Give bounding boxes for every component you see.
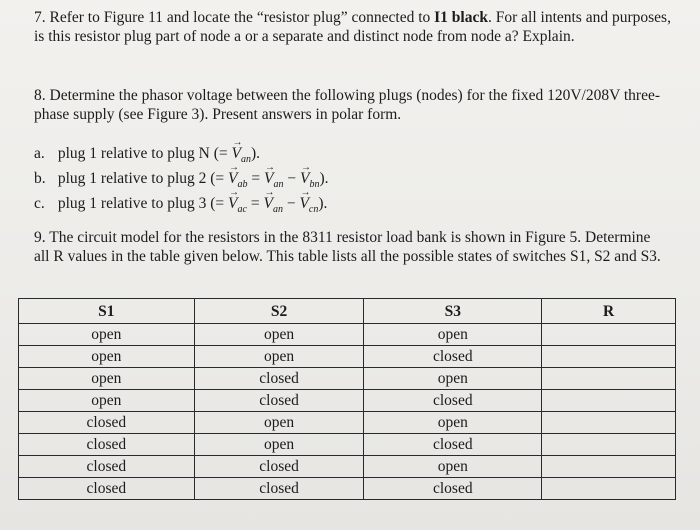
cell-s3: closed bbox=[364, 390, 542, 412]
table-row bbox=[19, 324, 676, 346]
cell-s2: closed bbox=[194, 456, 364, 478]
cell-s2: open bbox=[194, 412, 364, 434]
q8-item-a bbox=[34, 144, 329, 169]
q8-item-a-end: ). bbox=[250, 145, 261, 162]
cell-r[interactable] bbox=[542, 478, 676, 500]
cell-s3: open bbox=[364, 412, 542, 434]
cell-r[interactable] bbox=[542, 324, 676, 346]
header-s3: S3 bbox=[364, 299, 542, 324]
q8-item-a-label: a. bbox=[34, 145, 45, 162]
table-row bbox=[19, 478, 676, 500]
header-s2: S2 bbox=[194, 299, 364, 324]
cell-r[interactable] bbox=[542, 390, 676, 412]
q8-item-a-eq: → $V_{an}$ bbox=[232, 145, 251, 162]
cell-r[interactable] bbox=[542, 456, 676, 478]
question-8-items bbox=[34, 144, 329, 219]
q7-prefix: 7. Refer to Figure 11 and locate the “resistor plug” connected to bbox=[34, 9, 435, 26]
header-s1: S1 bbox=[19, 299, 195, 324]
cell-s1: closed bbox=[19, 456, 195, 478]
cell-r[interactable] bbox=[542, 412, 676, 434]
question-8: 8. Determine the phasor voltage between the following plugs (nodes) for the fixed 120V/208V three-phase supply (see Figure 3). Present answers in polar form. bbox=[34, 87, 661, 123]
cell-s1: open bbox=[19, 324, 195, 346]
table-header-row bbox=[19, 299, 676, 324]
cell-s3: open bbox=[364, 324, 542, 346]
table-row bbox=[19, 412, 676, 434]
cell-s2: closed bbox=[194, 390, 364, 412]
cell-s1: closed bbox=[19, 478, 195, 500]
q8-item-b-text: plug 1 relative to plug 2 (= bbox=[57, 170, 229, 188]
q8-item-a-text: plug 1 relative to plug N (= bbox=[57, 145, 232, 162]
cell-s2: closed bbox=[194, 478, 364, 500]
q8-item-b-label: b. bbox=[34, 170, 46, 188]
q8-item-c-eq: → $V_{ac}$ = → $V_{an}$ − → $V_{cn}$ bbox=[228, 195, 318, 212]
q7-suffix: . For all intents and purposes, is this resistor plug part of node a or a separate and distinct node from node a? Explain. bbox=[34, 9, 671, 45]
q8-item-c-label: c. bbox=[34, 195, 45, 213]
q8-item-c-end: ). bbox=[318, 195, 328, 213]
table-row bbox=[19, 456, 676, 478]
q8-item-c-text: plug 1 relative to plug 3 (= bbox=[57, 195, 229, 213]
cell-r[interactable] bbox=[542, 434, 676, 456]
cell-s2: open bbox=[194, 324, 364, 346]
q7-bold: I1 black bbox=[434, 9, 488, 26]
cell-r[interactable] bbox=[542, 368, 676, 390]
switch-states-table bbox=[18, 298, 676, 500]
cell-s1: open bbox=[19, 346, 195, 368]
q8-item-b bbox=[34, 169, 329, 194]
table-row bbox=[19, 390, 676, 412]
header-r: R bbox=[542, 299, 676, 324]
question-7 bbox=[34, 8, 674, 46]
q8-item-b-end: ). bbox=[319, 170, 329, 188]
table-row bbox=[19, 434, 676, 456]
cell-r[interactable] bbox=[542, 346, 676, 368]
question-9: 9. The circuit model for the resistors in the 8311 resistor load bank is shown in Figure 5. Determine all R values in the table given below. This table lists all the possible states of switches S1, S2 and S3. bbox=[34, 229, 661, 265]
cell-s2: open bbox=[194, 346, 364, 368]
cell-s1: open bbox=[19, 368, 195, 390]
cell-s3: closed bbox=[364, 478, 542, 500]
table-body bbox=[19, 324, 676, 500]
cell-s3: open bbox=[364, 456, 542, 478]
q8-item-c bbox=[34, 194, 329, 219]
cell-s2: open bbox=[194, 434, 364, 456]
cell-s1: closed bbox=[19, 434, 195, 456]
table-row bbox=[19, 346, 676, 368]
cell-s1: open bbox=[19, 390, 195, 412]
cell-s3: open bbox=[364, 368, 542, 390]
cell-s3: closed bbox=[364, 346, 542, 368]
table-row bbox=[19, 368, 676, 390]
cell-s3: closed bbox=[364, 434, 542, 456]
cell-s1: closed bbox=[19, 412, 195, 434]
q8-item-b-eq: → $V_{ab}$ = → $V_{an}$ − → $V_{bn}$ bbox=[228, 170, 319, 187]
cell-s2: closed bbox=[194, 368, 364, 390]
